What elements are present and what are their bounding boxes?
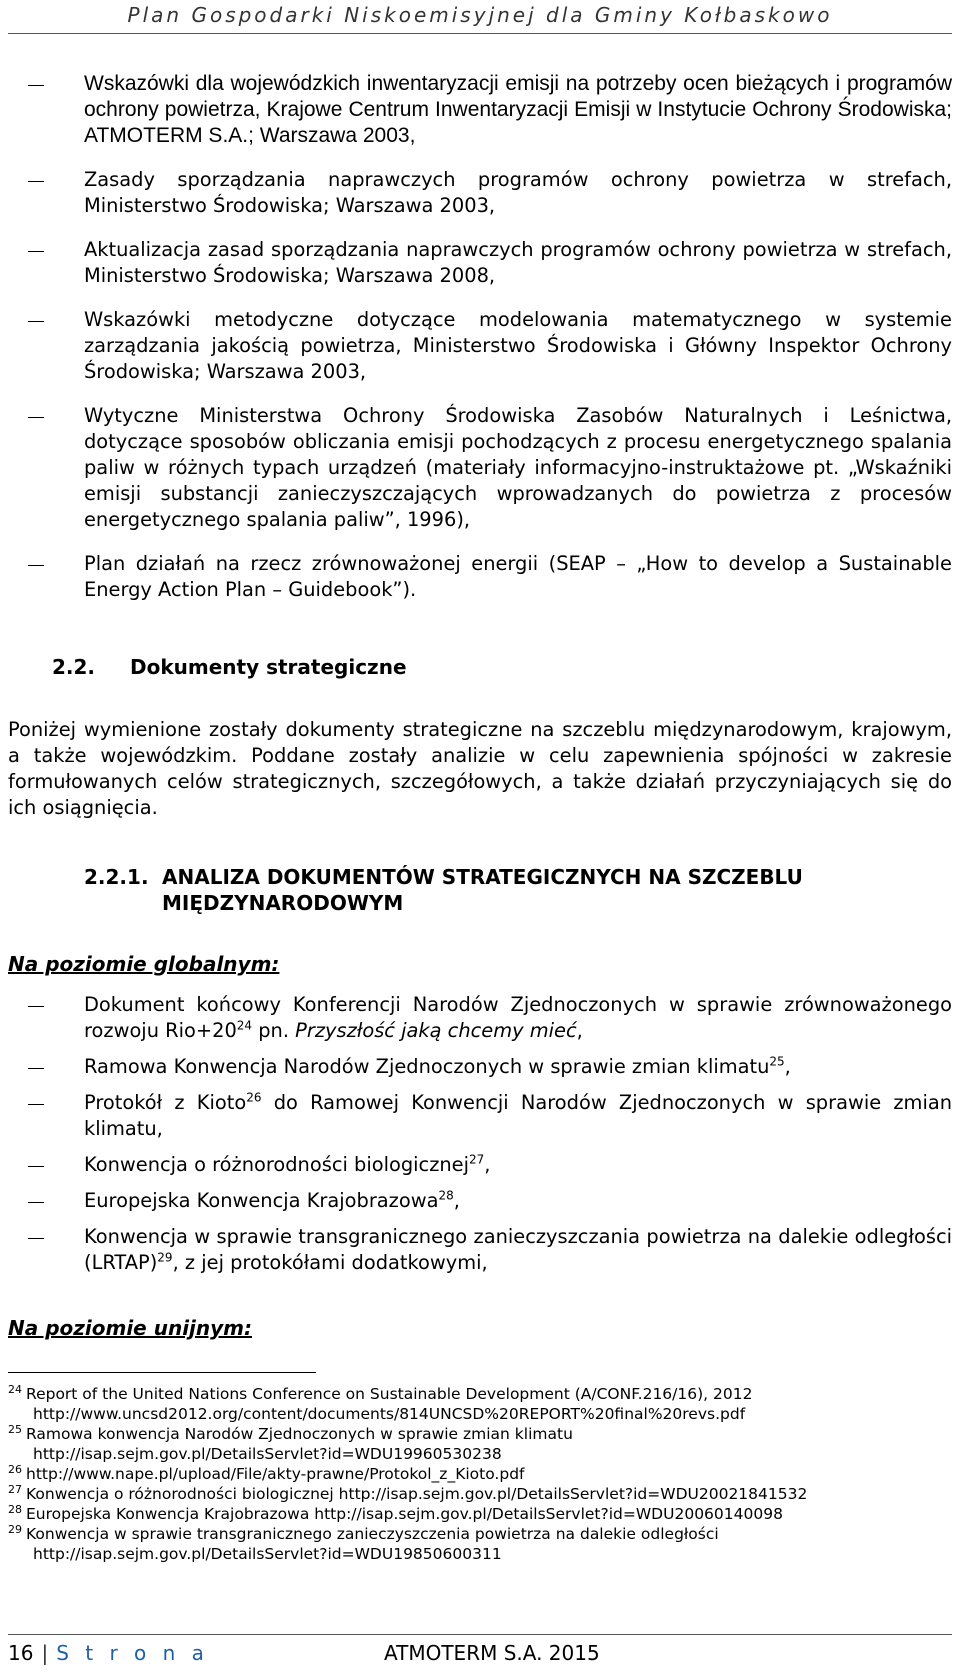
list-item: Zasady sporządzania naprawczych programów ochrony powietrza w strefach, Ministerstwo Środowiska; Warszawa 2003, (0, 167, 960, 219)
footnote-ref[interactable]: 27 (468, 1152, 485, 1167)
subsection-title-line1: ANALIZA DOKUMENTÓW STRATEGICZNYCH NA SZCZEBLU (162, 865, 803, 889)
reference-list (0, 71, 960, 621)
footnote: $^{25}$ Ramowa konwencja Narodów Zjednoczonych w sprawie zmian klimatu http://isap.sejm.gov.pl/DetailsServlet?id=WDU19960530238 (8, 1424, 952, 1464)
section-number: 2.2. (52, 655, 96, 679)
global-level-heading: Na poziomie globalnym: (8, 952, 280, 976)
header-divider (8, 33, 952, 34)
footnote-link[interactable]: http://isap.sejm.gov.pl/DetailsServlet?id=WDU19850600311 (33, 1545, 502, 1563)
footer-company: ATMOTERM S.A. 2015 (384, 1641, 600, 1665)
footnote-link[interactable]: http://www.uncsd2012.org/content/documents/814UNCSD%20REPORT%20final%20revs.pdf (33, 1405, 746, 1423)
footnote-ref[interactable]: 28 (438, 1188, 454, 1203)
subsection-heading (84, 864, 952, 916)
list-item: Wskazówki metodyczne dotyczące modelowania matematycznego w systemie zarządzania jakością powietrza, Ministerstwo Środowiska i Główny Inspektor Ochrony Środowiska; Warszawa 2003, (0, 307, 960, 385)
footnote: $^{29}$ Konwencja w sprawie transgranicznego zanieczyszczenia powietrza na dalekie odległości http://isap.sejm.gov.pl/DetailsServlet?id=WDU19850600311 (8, 1524, 952, 1564)
footnote-link[interactable]: http://isap.sejm.gov.pl/DetailsServlet?id=WDU19960530238 (33, 1445, 502, 1463)
list-item: Europejska Konwencja Krajobrazowa$^{28}$, (0, 1188, 960, 1214)
footnote: $^{27}$ Konwencja o różnorodności biologicznej http://isap.sejm.gov.pl/DetailsServlet?id=WDU20021841532 (8, 1482, 808, 1503)
footnote-ref[interactable]: 25 (769, 1054, 785, 1069)
section-title: Dokumenty strategiczne (130, 655, 407, 679)
intro-paragraph: Poniżej wymienione zostały dokumenty strategiczne na szczeblu międzynarodowym, krajowym, a także wojewódzkim. Poddane zostały analizie w celu zapewnienia spójności w zakresie formułowanych celów strategicznych, szczegółowych, a także działań przyczyniających się do ich osiągnięcia. (8, 718, 952, 819)
page-footer (8, 1641, 952, 1665)
list-item: Wytyczne Ministerstwa Ochrony Środowiska Zasobów Naturalnych i Leśnictwa, dotyczące sposobów obliczania emisji pochodzących z procesu energetycznego spalania paliw w różnych typach urządzeń (materiały informacyjno-instruktażowe pt. „Wskaźniki emisji substancji zanieczyszczających wprowadzanych do powietrza z procesów energetycznego spalania paliw”, 1996), (0, 403, 960, 533)
footer-divider (8, 1634, 952, 1635)
list-item: Konwencja w sprawie transgranicznego zanieczyszczania powietrza na dalekie odległości (LRTAP)$^{29}$, z jej protokółami dodatkowymi, (0, 1224, 960, 1276)
footnotes (8, 1384, 952, 1564)
footnote: $^{26}$ http://www.nape.pl/upload/File/akty-prawne/Protokol_z_Kioto.pdf (8, 1462, 525, 1483)
subsection-number: 2.2.1. (84, 865, 149, 889)
subsection-title-line2: MIĘDZYNARODOWYM (162, 891, 404, 915)
section-heading (52, 655, 407, 679)
list-item: Plan działań na rzecz zrównoważonej energii (SEAP – „How to develop a Sustainable Energy Action Plan – Guidebook”). (0, 551, 960, 603)
footnote-link[interactable]: http://www.nape.pl/upload/File/akty-prawne/Protokol_z_Kioto.pdf (26, 1465, 525, 1483)
page-header-title: Plan Gospodarki Niskoemisyjnej dla Gminy Kołbaskowo (127, 3, 833, 27)
footnote: $^{28}$ Europejska Konwencja Krajobrazowa http://isap.sejm.gov.pl/DetailsServlet?id=WDU20060140098 (8, 1502, 783, 1523)
footnote-ref[interactable]: 26 (246, 1090, 262, 1105)
footnote-separator (8, 1372, 316, 1373)
footnote-ref[interactable]: 29 (157, 1250, 173, 1265)
list-item: Protokół z Kioto$^{26}$ do Ramowej Konwencji Narodów Zjednoczonych w sprawie zmian klimatu, (0, 1090, 960, 1142)
global-documents-list (0, 992, 960, 1286)
list-item: Dokument końcowy Konferencji Narodów Zjednoczonych w sprawie zrównoważonego rozwoju $Rio+20^{24}$ pn. Przyszłość jaką chcemy mieć, (0, 992, 960, 1044)
list-item: Wskazówki dla wojewódzkich inwentaryzacji emisji na potrzeby ocen bieżących i programów ochrony powietrza, Krajowe Centrum Inwentaryzacji Emisji w Instytucie Ochrony Środowiska; ATMOTERM S.A.; Warszawa 2003, (0, 71, 960, 149)
footnote-ref[interactable]: 24 (236, 1018, 253, 1033)
list-item: Aktualizacja zasad sporządzania naprawczych programów ochrony powietrza w strefach, Ministerstwo Środowiska; Warszawa 2008, (0, 237, 960, 289)
footer-separator: | (41, 1641, 49, 1665)
page-number: 16 (8, 1641, 34, 1665)
footnote: $^{24}$ Report of the United Nations Conference on Sustainable Development (A/CONF.216/16), 2012 http://www.uncsd2012.org/content/documents/814UNCSD%20REPORT%20final%20revs.pdf (8, 1384, 952, 1424)
list-item: Ramowa Konwencja Narodów Zjednoczonych w sprawie zmian klimatu$^{25}$, (0, 1054, 960, 1080)
eu-level-heading: Na poziomie unijnym: (8, 1316, 253, 1340)
footer-strona-label: S t r o n a (56, 1641, 209, 1665)
list-item: Konwencja o różnorodności biologicznej$^{27}$, (0, 1152, 960, 1178)
